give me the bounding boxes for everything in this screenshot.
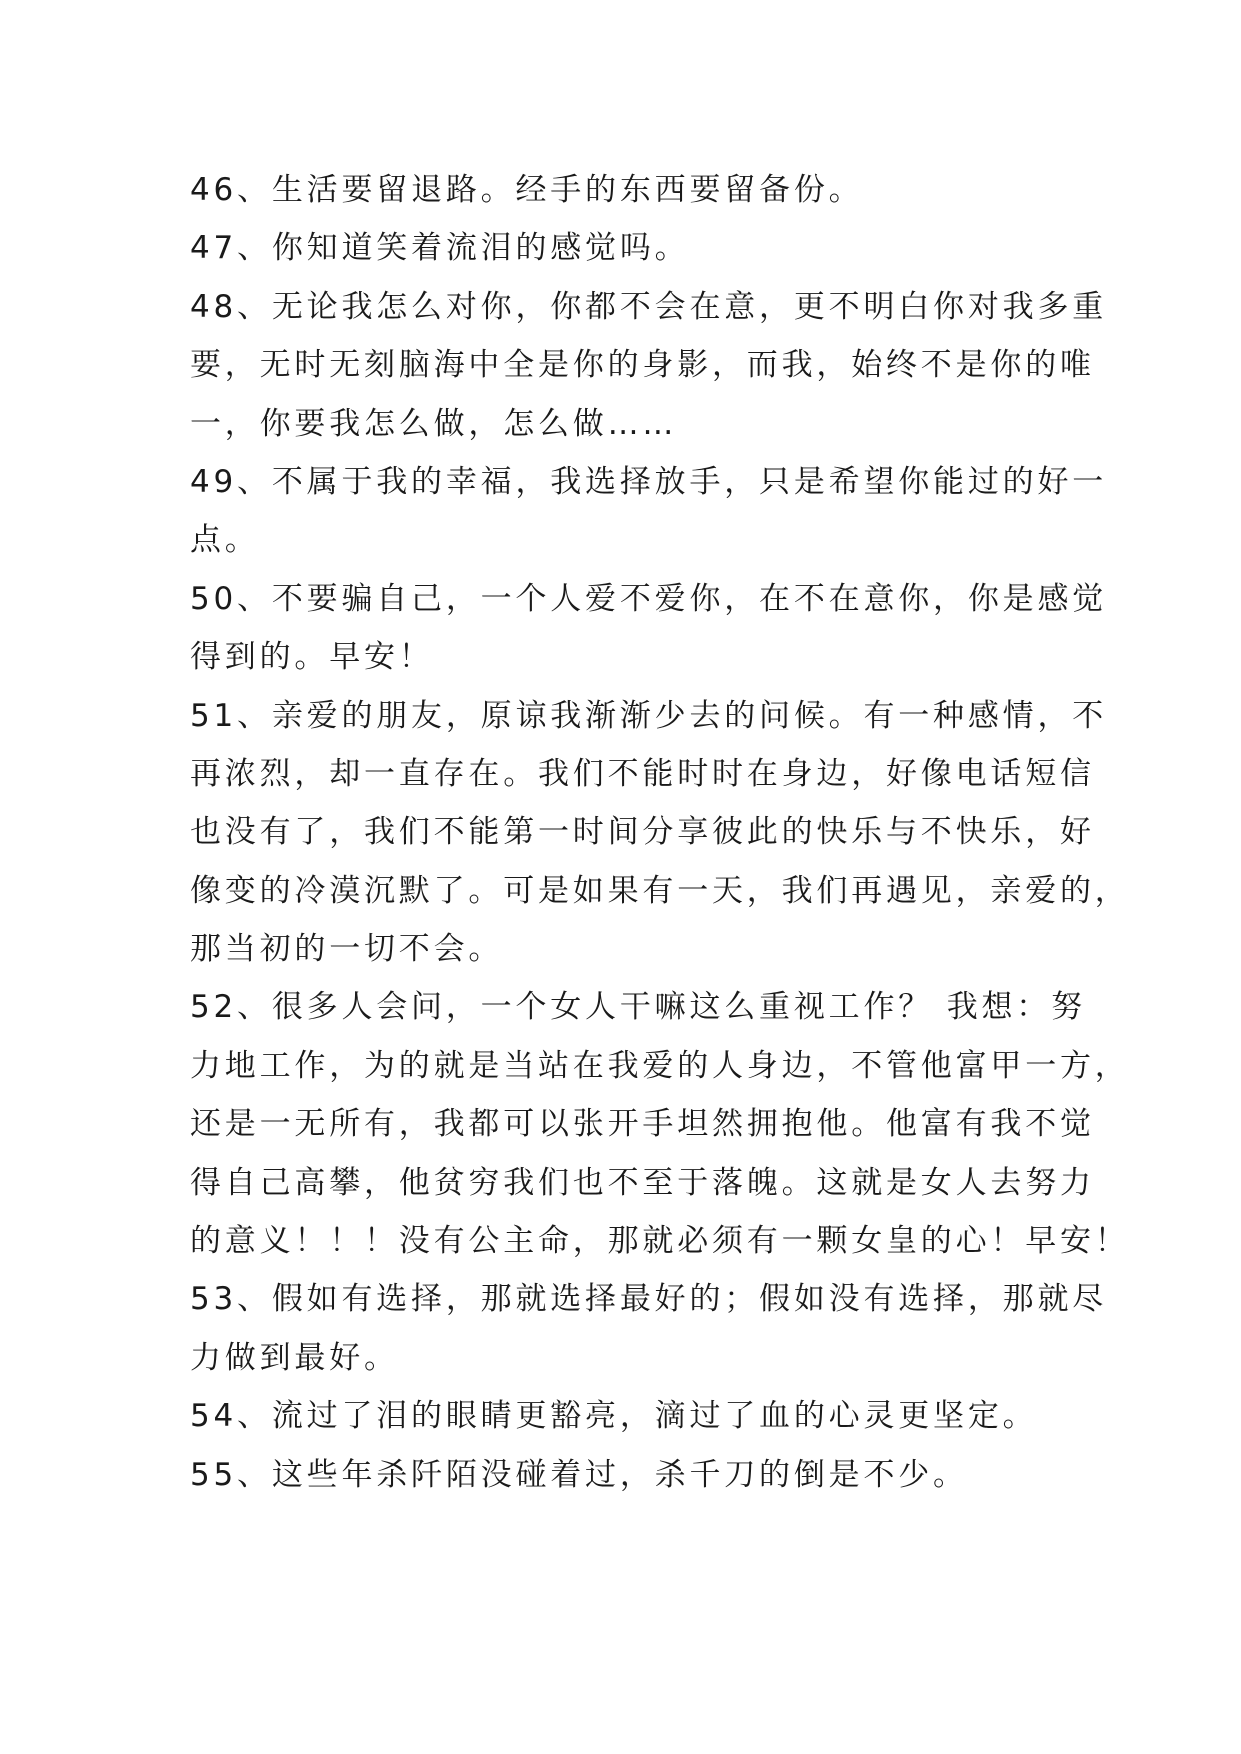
text-line: 得到的。早安！ — [190, 639, 434, 676]
text-line: 像变的冷漠沉默了。可是如果有一天，我们再遇见，亲爱的， — [190, 872, 1130, 909]
text-line: 48、无论我怎么对你，你都不会在意，更不明白你对我多重 — [190, 288, 1108, 325]
text-line: 再浓烈，却一直存在。我们不能时时在身边，好像电话短信 — [190, 755, 1095, 792]
text-line: 54、流过了泪的眼睛更豁亮，滴过了血的心灵更坚定。 — [190, 1398, 1038, 1435]
text-line: 55、这些年杀阡陌没碰着过，杀千刀的倒是不少。 — [190, 1456, 968, 1493]
text-line: 53、假如有选择，那就选择最好的；假如没有选择，那就尽 — [190, 1281, 1108, 1318]
text-line: 50、不要骗自己，一个人爱不爱你，在不在意你，你是感觉 — [190, 580, 1108, 617]
text-line: 还是一无所有，我都可以张开手坦然拥抱他。他富有我不觉 — [190, 1106, 1095, 1143]
text-line: 一，你要我怎么做，怎么做…… — [190, 405, 678, 442]
text-line: 52、很多人会问，一个女人干嘛这么重视工作？ 我想：努 — [190, 989, 1086, 1026]
text-line: 那当初的一切不会。 — [190, 931, 504, 968]
text-line: 47、你知道笑着流泪的感觉吗。 — [190, 230, 690, 267]
document-body — [190, 161, 1130, 1504]
text-line: 49、不属于我的幸福，我选择放手，只是希望你能过的好一 — [190, 463, 1108, 500]
text-line: 力地工作，为的就是当站在我爱的人身边，不管他富甲一方， — [190, 1047, 1130, 1084]
text-line: 力做到最好。 — [190, 1339, 399, 1376]
text-line: 得自己高攀，他贫穷我们也不至于落魄。这就是女人去努力 — [190, 1164, 1095, 1201]
text-line: 46、生活要留退路。经手的东西要留备份。 — [190, 172, 864, 208]
text-line: 要，无时无刻脑海中全是你的身影，而我，始终不是你的唯 — [190, 347, 1095, 384]
text-line: 51、亲爱的朋友，原谅我渐渐少去的问候。有一种感情，不 — [190, 697, 1108, 734]
text-line: 也没有了，我们不能第一时间分享彼此的快乐与不快乐，好 — [190, 814, 1095, 851]
text-line: 的意义！！！没有公主命，那就必须有一颗女皇的心！早安！ — [190, 1223, 1130, 1260]
text-line: 点。 — [190, 522, 260, 559]
